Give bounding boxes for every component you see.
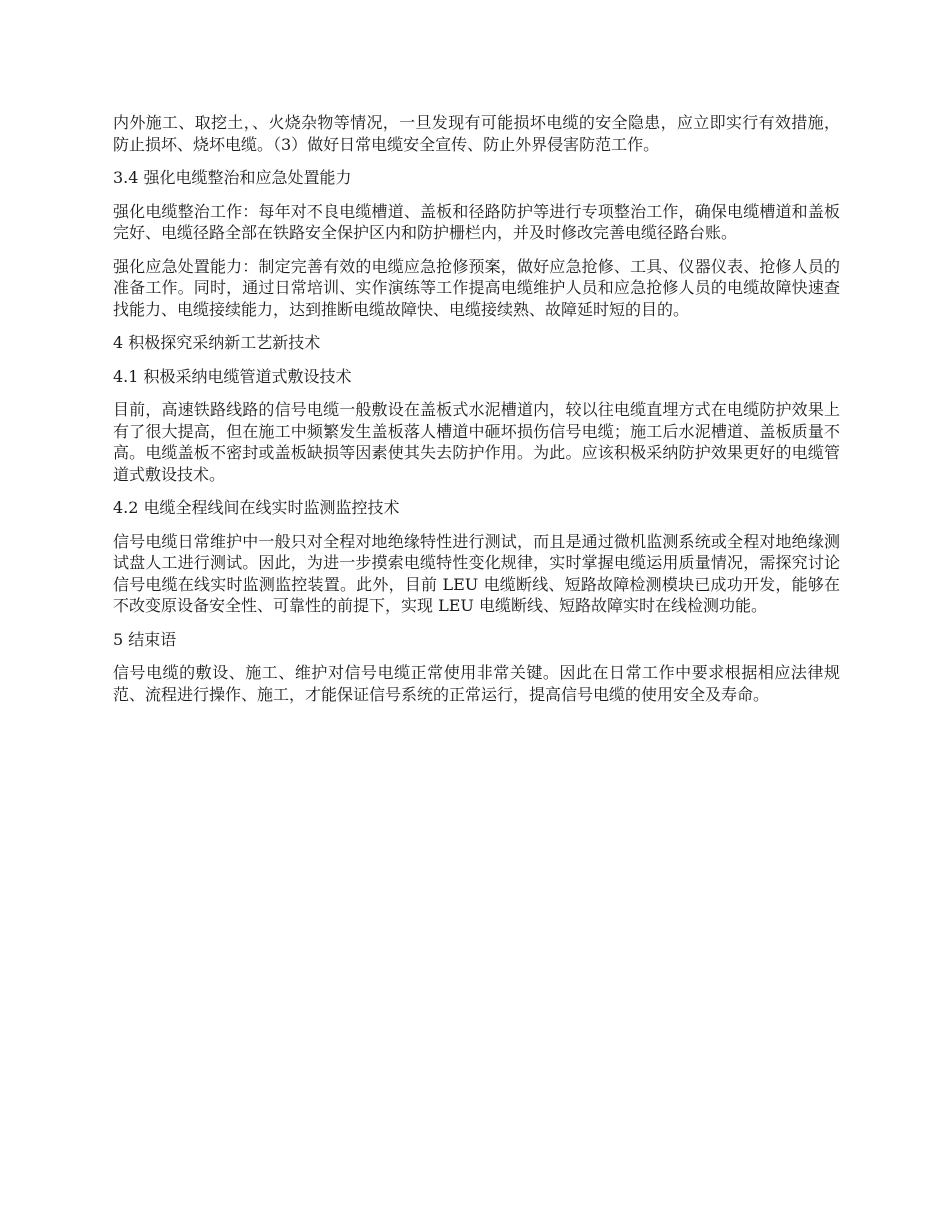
body-paragraph: 目前，高速铁路线路的信号电缆一般敷设在盖板式水泥槽道内，较以往电缆直埋方式在电缆防护效果上有了很大提高，但在施工中频繁发生盖板落人槽道中砸坏损伤信号电缆；施工后水泥槽道、盖板质量不高。电缆盖板不密封或盖板缺损等因素使其失去防护作用。为此。应该积极采纳防护效果更好的电缆管道式敷设技术。 [113,400,840,484]
section-heading-3-4: 3.4 强化电缆整治和应急处置能力 [113,168,352,187]
section-heading-5: 5 结束语 [113,629,177,649]
section-heading-4-2: 4.2 电缆全程线间在线实时监测监控技术 [113,498,400,517]
body-paragraph: 强化电缆整治工作：每年对不良电缆槽道、盖板和径路防护等进行专项整治工作，确保电缆槽道和盖板完好、电缆径路全部在铁路安全保护区内和防护栅栏内，并及时修改完善电缆径路台账。 [113,201,840,242]
body-paragraph: 信号电缆日常维护中一般只对全程对地绝缘特性进行测试，而且是通过微机监测系统或全程对地绝缘测试盘人工进行测试。因此，为进一步摸索电缆特性变化规律，实时掌握电缆运用质量情况，需探究讨论信号电缆在线实时监测监控装置。此外，目前 LEU 电缆断线、短路故障检测模块已成功开发，能够在不改变原设备安全性、可靠性的前提下，实现 LEU 电缆断线、短路故障实时在线检测功能。 [113,531,840,615]
body-paragraph: 强化应急处置能力：制定完善有效的电缆应急抢修预案，做好应急抢修、工具、仪器仪表、抢修人员的准备工作。同时，通过日常培训、实作演练等工作提高电缆维护人员和应急抢修人员的电缆故障快速查找能力、电缆接续能力，达到推断电缆故障快、电缆接续熟、故障延时短的目的。 [113,256,840,319]
section-heading-4: 4 积极探究采纳新工艺新技术 [113,333,321,352]
body-paragraph: 内外施工、取挖土，、火烧杂物等情况，一旦发现有可能损坏电缆的安全隐患，应立即实行有效措施，防止损坏、烧坏电缆。（3）做好日常电缆安全宣传、防止外界侵害防范工作。 [113,113,840,154]
section-heading-4-1: 4.1 积极采纳电缆管道式敷设技术 [113,366,352,386]
body-paragraph: 信号电缆的敷设、施工、维护对信号电缆正常使用非常关键。因此在日常工作中要求根据相应法律规范、流程进行操作、施工，才能保证信号系统的正常运行，提高信号电缆的使用安全及寿命。 [113,663,840,704]
document-body [113,112,840,705]
